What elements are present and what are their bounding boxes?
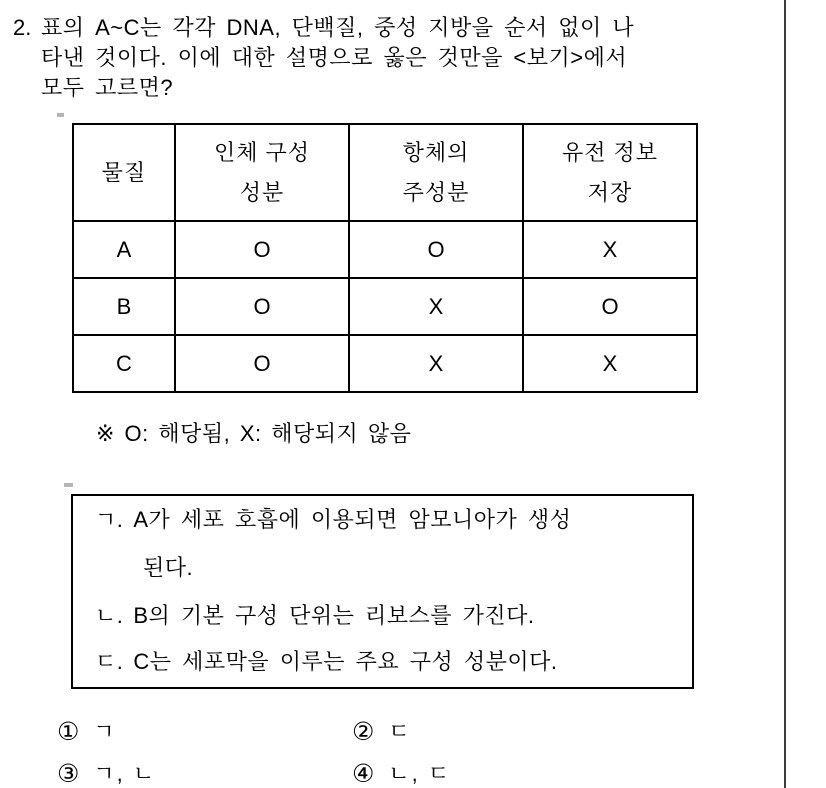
cell-mark: X: [349, 278, 523, 335]
row-label: B: [73, 278, 175, 335]
substance-property-table: [72, 123, 698, 393]
answer-option-4: [352, 757, 451, 788]
row-label: C: [73, 335, 175, 392]
header-body-component: 인체 구성 성분: [175, 124, 349, 221]
header-antibody-component: 항체의 주성분: [349, 124, 523, 221]
page-column-divider: [784, 0, 786, 788]
bogi-item-label: ㄱ.: [95, 507, 124, 532]
answer-option-1: [57, 715, 117, 747]
table-row-a: [73, 221, 697, 278]
bogi-item-giyeok-continuation: 된다.: [143, 555, 194, 580]
cell-mark: X: [349, 335, 523, 392]
bogi-item-text: A가 세포 호흡에 이용되면 암모니아가 생성: [133, 507, 572, 532]
bogi-item-text: B의 기본 구성 단위는 리보스를 가진다.: [133, 603, 535, 628]
question-number: 2.: [13, 15, 32, 40]
cell-mark: O: [349, 221, 523, 278]
table-row-c: [73, 335, 697, 392]
question-text: [41, 13, 786, 103]
option-label: ㄱ: [93, 719, 117, 744]
option-number-circle: ④: [352, 760, 375, 788]
question-line-3: 모두 고르면?: [41, 75, 174, 100]
bogi-item-giyeok: [95, 507, 571, 533]
bogi-item-text: C는 세포막을 이루는 주요 구성 성분이다.: [133, 649, 558, 674]
cell-mark: O: [523, 278, 697, 335]
bogi-box: [71, 494, 694, 689]
table-row-b: [73, 278, 697, 335]
scan-artifact: [64, 483, 73, 487]
option-number-circle: ②: [352, 718, 375, 746]
cell-mark: O: [175, 221, 349, 278]
answer-option-2: [352, 715, 412, 747]
option-number-circle: ③: [57, 760, 80, 788]
scan-artifact: [57, 113, 64, 117]
question-line-2: 타낸 것이다. 이에 대한 설명으로 옳은 것만을 <보기>에서: [41, 45, 628, 70]
question-line-1: 표의 A~C는 각각 DNA, 단백질, 중성 지방을 순서 없이 나: [41, 15, 635, 40]
option-label: ㄱ, ㄴ: [93, 761, 157, 786]
table-legend-footnote: ※ O: 해당됨, X: 해당되지 않음: [96, 421, 412, 446]
option-label: ㄷ: [388, 719, 412, 744]
option-label: ㄴ, ㄷ: [388, 761, 452, 786]
bogi-item-label: ㄷ.: [95, 649, 124, 674]
bogi-item-digeut: [95, 649, 557, 675]
table-header-row: [73, 124, 697, 221]
option-number-circle: ①: [57, 718, 80, 746]
row-label: A: [73, 221, 175, 278]
answer-option-3: [57, 757, 156, 788]
cell-mark: O: [175, 278, 349, 335]
bogi-item-nieun: [95, 603, 535, 629]
cell-mark: X: [523, 221, 697, 278]
bogi-item-label: ㄴ.: [95, 603, 124, 628]
cell-mark: X: [523, 335, 697, 392]
cell-mark: O: [175, 335, 349, 392]
header-substance: 물질: [73, 124, 175, 221]
header-genetic-storage: 유전 정보 저장: [523, 124, 697, 221]
